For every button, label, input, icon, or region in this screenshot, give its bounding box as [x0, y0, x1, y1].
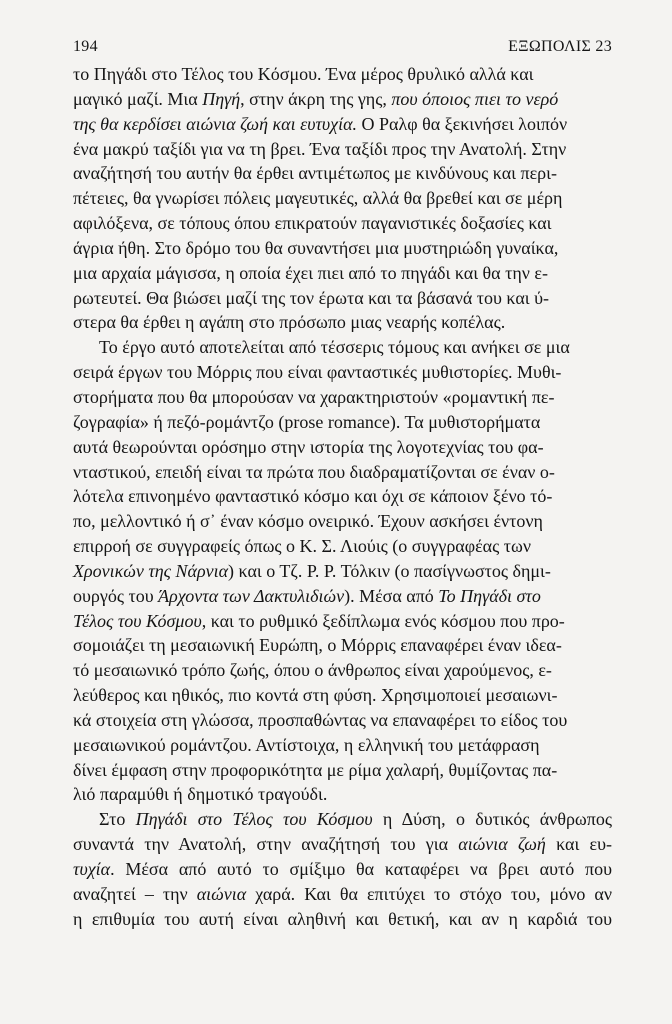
- page-number: 194: [73, 38, 98, 55]
- text-run: λότελα επινοημένο φανταστικό κόσμο και όχι σε κάποιον ξένο τό-: [73, 486, 553, 507]
- paragraph: [73, 807, 612, 931]
- text-run: στερα θα έρθει η αγάπη στο πρόσωπο μιας νεαρής κοπέλας.: [73, 312, 506, 333]
- text-run: ). Μέσα από: [344, 585, 439, 606]
- text-run: αιώνια: [196, 883, 247, 904]
- paragraph: [73, 335, 612, 807]
- text-run: αναζήτησή του αυτήν θα έρθει αντιμέτωπος με κινδύνους και περι-: [73, 163, 557, 184]
- text-run: ουργός του: [73, 585, 159, 606]
- text-run: ένα μακρύ ταξίδι για να τη βρει. Ένα ταξίδι προς την Ανατολή. Στην: [73, 138, 567, 159]
- text-run: λεύθερος και ηθικός, πιο κοντά στη φύση. Χρησιμοποιεί μεσαιωνι-: [73, 685, 558, 706]
- text-run: , στην άκρη της γης,: [240, 88, 392, 109]
- text-run: Χρονικών της Νάρνια: [73, 560, 229, 581]
- text-run: αναζητεί – την: [73, 883, 197, 904]
- text-run: Το έργο αυτό αποτελείται από τέσσερις τόμους και ανήκει σε μια: [99, 337, 570, 358]
- text-run: πέτειες, θα γνωρίσει πόλεις μαγευτικές, αλλά θα βρεθεί και σε μέρη: [73, 188, 563, 209]
- paragraph: [73, 62, 612, 335]
- text-run: . Μέσα από αυτό το σμίξιμο θα καταφέρει να βρει αυτό που: [110, 859, 612, 879]
- text-run: τό μεσαιωνικό τρόπο ζωής, όπου ο άνθρωπος είναι χαρούμενος, ε-: [73, 660, 552, 681]
- text-run: η επιθυμία του αυτή είναι αληθινή και θετική, και αν η καρδιά του: [73, 908, 612, 929]
- text-run: επιρροή σε συγγραφείς όπως ο Κ. Σ. Λιούις (ο συγγραφέας των: [73, 536, 531, 557]
- text-run: συναντά την Ανατολή, στην αναζήτησή του για: [73, 834, 459, 855]
- text-run: σομοιάζει τη μεσαιωνική Ευρώπη, ο Μόρρις επαναφέρει έναν ιδεα-: [73, 635, 562, 656]
- text-run: λιό παραμύθι ή δημοτικό τραγούδι.: [73, 784, 328, 805]
- text-run: αυτά θεωρούνται ορόσημο στην ιστορία της λογοτεχνίας του φα-: [73, 436, 544, 457]
- text-run: Άρχοντα των Δακτυλιδιών: [158, 585, 345, 606]
- text-run: αιώνια ζωή: [458, 834, 546, 855]
- text-run: πο, μελλοντικό ή σ᾽ έναν κόσμο ονειρικό. Έχουν ασκήσει έντονη: [73, 511, 543, 532]
- text-run: Ο Ραλφ θα ξεκινήσει λοιπόν: [357, 113, 568, 134]
- text-run: Πηγή: [202, 88, 241, 109]
- text-run: νταστικού, επειδή είναι τα πρώτα που διαδραματίζονται σε έναν ο-: [73, 461, 555, 482]
- text-run: Το Πηγάδι στο: [438, 585, 541, 606]
- text-run: , και το ρυθμικό ξεδίπλωμα ενός κόσμου που προ-: [201, 610, 565, 631]
- text-run: αφιλόξενα, σε τόπους όπου επικρατούν παγανιστικές δοξασίες και: [73, 213, 552, 234]
- text-run: Τέλος του Κόσμου: [73, 610, 202, 631]
- text-run: μεσαιωνικού ρομάντζου. Αντίστοιχα, η ελληνική του μετάφραση: [73, 734, 540, 755]
- text-run: και ευ-: [545, 834, 613, 855]
- text-run: Στο: [99, 809, 136, 830]
- text-run: ρωτευτεί. Θα βιώσει μαζί της τον έρωτα και τα βάσανά του και ύ-: [73, 287, 550, 308]
- text-run: της θα κερδίσει αιώνια ζωή και ευτυχία.: [73, 113, 358, 134]
- text-run: το Πηγάδι στο Τέλος του Κόσμου. Ένα μέρος θρυλικό αλλά και: [73, 64, 534, 84]
- text-run: σειρά έργων του Μόρρις που είναι φανταστικές μυθιστορίες. Μυθι-: [73, 362, 562, 383]
- text-run: η Δύση, ο δυτικός άνθρωπος: [372, 809, 612, 830]
- text-run: τυχία: [73, 859, 111, 879]
- text-run: μαγικό μαζί. Μια: [73, 88, 203, 109]
- running-title: ΕΞΩΠΟΛΙΣ 23: [508, 38, 612, 55]
- text-run: που όποιος πιει το νερό: [391, 88, 559, 109]
- body-text: [73, 62, 612, 932]
- text-run: Πηγάδι στο Τέλος του Κόσμου: [135, 809, 373, 830]
- text-run: άγρια ήθη. Στο δρόμο του θα συναντήσει μια μυστηριώδη γυναίκα,: [73, 237, 559, 258]
- text-run: μια αρχαία μάγισσα, η οποία έχει πιει από το πηγάδι και θα την ε-: [73, 262, 548, 283]
- text-run: δίνει έμφαση στην προφορικότητα με ρίμα χαλαρή, θυμίζοντας πα-: [73, 759, 558, 780]
- text-run: ) και ο Τζ. Ρ. Ρ. Τόλκιν (ο πασίγνωστος δημι-: [228, 560, 551, 581]
- text-run: κά στοιχεία στη γλώσσα, προσπαθώντας να επαναφέρει το είδος του: [73, 709, 568, 730]
- text-run: στορήματα που θα μπορούσαν να χαρακτηριστούν «ρομαντική πε-: [73, 386, 555, 407]
- running-head: [73, 38, 612, 56]
- text-run: χαρά. Και θα επιτύχει το στόχο του, μόνο αν: [246, 883, 612, 904]
- text-run: ζογραφία» ή πεζό-ρομάντζο (prose romance). Τα μυθιστορήματα: [73, 411, 541, 432]
